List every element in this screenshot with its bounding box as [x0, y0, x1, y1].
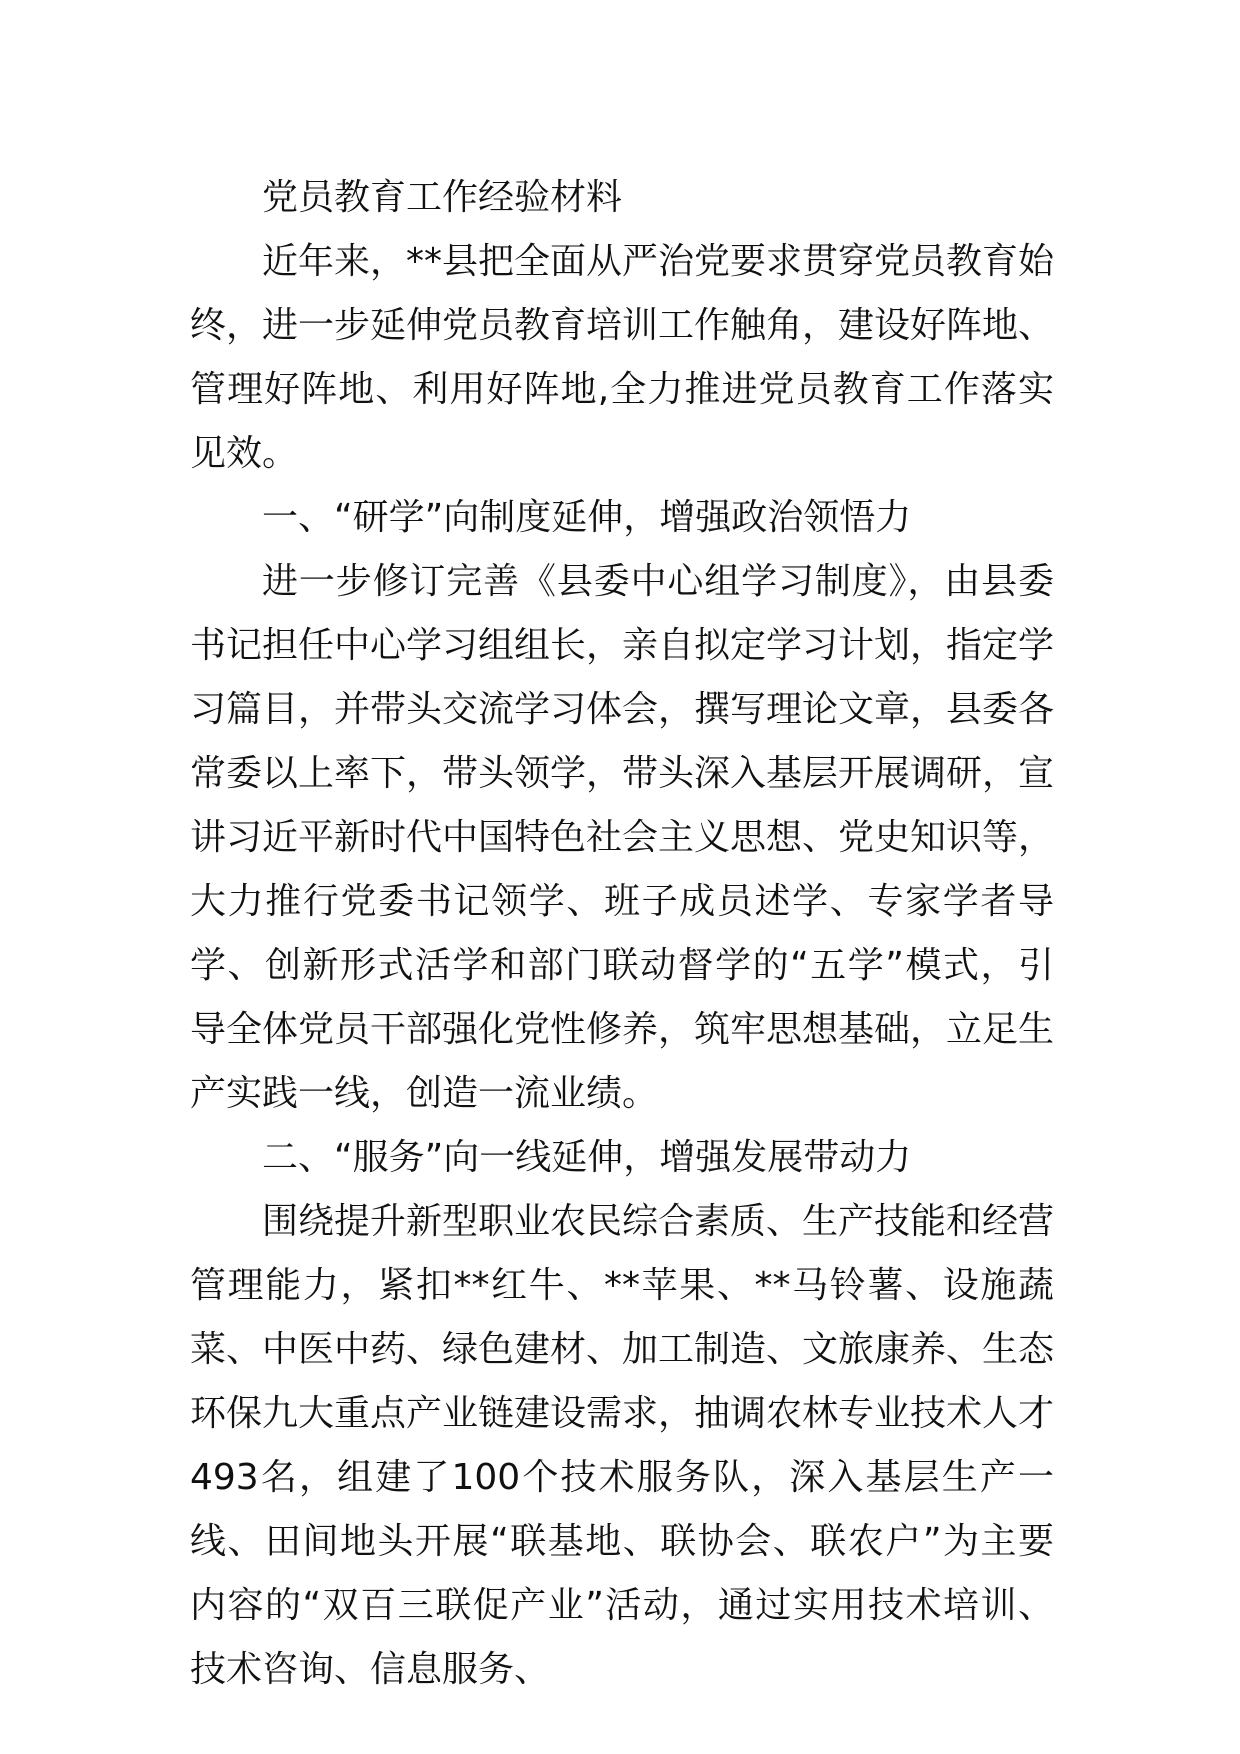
section-heading-1: 一、“研学”向制度延伸，增强政治领悟力: [262, 497, 912, 538]
paragraph-section-2: 围绕提升新型职业农民综合素质、生产技能和经营管理能力，紧扣**红牛、**苹果、**马铃薯、设施蔬菜、中医中药、绿色建材、加工制造、文旅康养、生态环保九大重点产业链建设需求，抽调农林专业技术人才493名，组建了100个技术服务队，深入基层生产一线、田间地头开展“联基地、联协会、联农户”为主要内容的“双百三联促产业”活动，通过实用技术培训、技术咨询、信息服务、: [190, 1201, 1055, 1690]
document-title: 党员教育工作经验材料: [262, 177, 623, 218]
paragraph-intro: 近年来，**县把全面从严治党要求贯穿党员教育始终，进一步延伸党员教育培训工作触角，建设好阵地、管理好阵地、利用好阵地,全力推进党员教育工作落实见效。: [190, 241, 1055, 474]
document-body: [190, 166, 1054, 1702]
section-heading-2: 二、“服务”向一线延伸，增强发展带动力: [262, 1137, 912, 1178]
paragraph-section-1: 进一步修订完善《县委中心组学习制度》，由县委书记担任中心学习组组长，亲自拟定学习计划，指定学习篇目，并带头交流学习体会，撰写理论文章，县委各常委以上率下，带头领学，带头深入基层开展调研，宣讲习近平新时代中国特色社会主义思想、党史知识等，大力推行党委书记领学、班子成员述学、专家学者导学、创新形式活学和部门联动督学的“五学”模式，引导全体党员干部强化党性修养，筑牢思想基础，立足生产实践一线，创造一流业绩。: [190, 561, 1055, 1114]
